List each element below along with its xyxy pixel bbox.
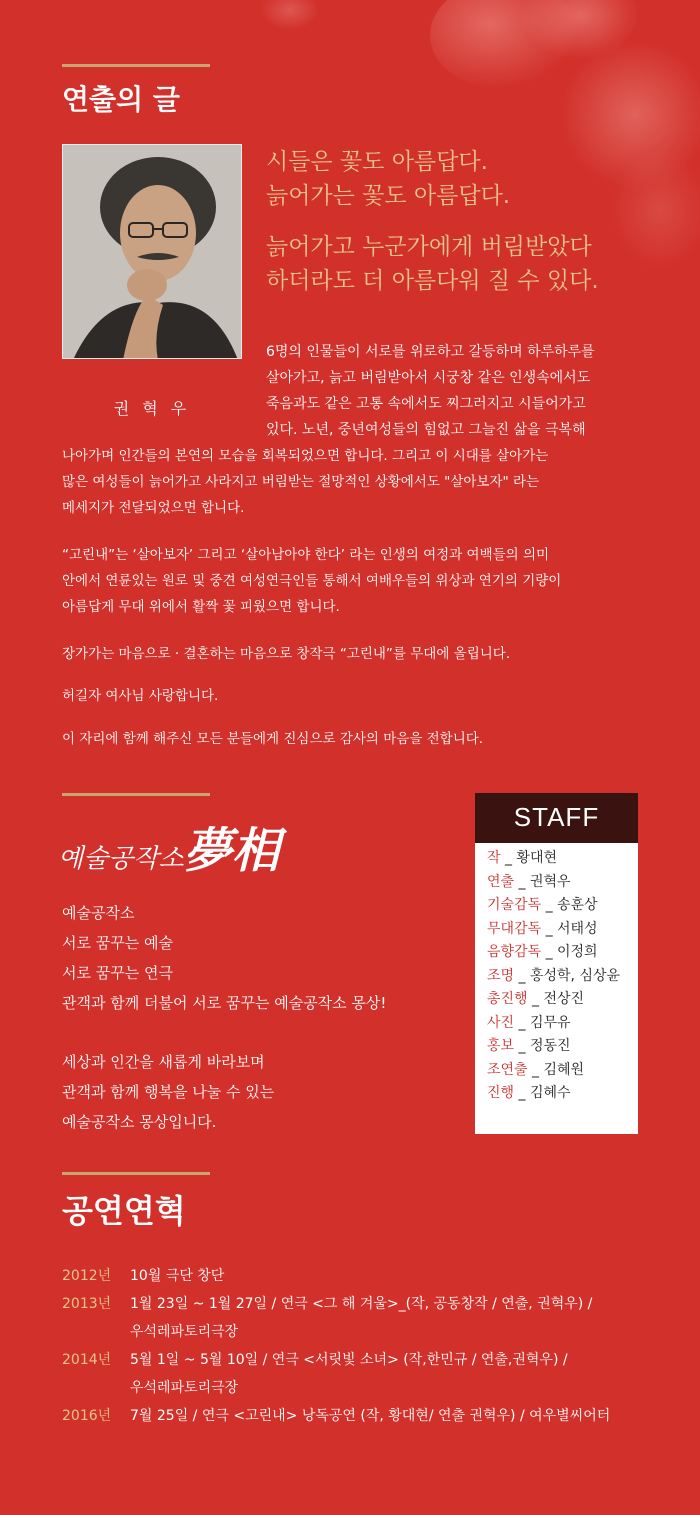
staff-member: _ 이정희 (545, 944, 598, 960)
paragraph-line: 허길자 여사님 사랑합니다. (62, 688, 219, 704)
blossom-decoration (610, 150, 700, 270)
staff-role: 조연출 (487, 1061, 528, 1078)
staff-role: 음향감독 (487, 944, 542, 960)
paragraph-line: 장가가는 마음으로 · 결혼하는 마음으로 창작극 “고린내”를 무대에 올립니다. (62, 646, 511, 662)
intro-line: 예술공작소 몽상입니다. (62, 1113, 217, 1131)
paragraph-line: 6명의 인물들이 서로를 위로하고 갈등하며 하루하루를 (266, 344, 595, 360)
company-logo-text: 예술공작소 (58, 844, 184, 874)
history-row (62, 1374, 682, 1402)
staff-role: 사진 (487, 1014, 515, 1031)
staff-item (487, 1012, 638, 1036)
history-year (62, 1374, 130, 1402)
intro-line: 관객과 함께 행복을 나눌 수 있는 (62, 1083, 275, 1101)
history-row (62, 1262, 682, 1290)
staff-item (487, 1082, 638, 1106)
staff-list (475, 843, 638, 1106)
staff-role: 총진행 (487, 991, 528, 1007)
staff-role: 작 (487, 850, 501, 866)
paragraph-line: 살아가고, 늙고 버림받아서 시궁창 같은 인생속에서도 (266, 370, 591, 386)
staff-role: 무대감독 (487, 920, 542, 937)
staff-member: _ 홍성학, 심상윤 (518, 967, 621, 984)
history-row (62, 1346, 682, 1374)
staff-item (487, 1035, 638, 1059)
staff-member: _ 서태성 (545, 920, 598, 937)
history-year (62, 1318, 130, 1346)
quote-line: 늙어가고 누군가에게 버림받았다 (266, 234, 592, 260)
section-rule (62, 64, 210, 67)
staff-role: 홍보 (487, 1038, 515, 1054)
staff-role: 기술감독 (487, 897, 542, 913)
staff-item (487, 894, 638, 918)
intro-line: 세상과 인간을 새롭게 바라보며 (62, 1053, 265, 1071)
staff-box (475, 793, 638, 1134)
history-row (62, 1318, 682, 1346)
intro-line: 서로 꿈꾸는 예술 (62, 934, 173, 952)
intro-line: 예술공작소 (62, 904, 135, 922)
history-text: 5월 1일 ~ 5월 10일 / 연극 <서릿빛 소녀> (작,한민규 / 연출,권혁우) / (130, 1352, 568, 1368)
quote-line: 늙어가는 꽃도 아름답다. (266, 183, 511, 209)
paragraph-line: 나아가며 인간들의 본연의 모습을 회복되었으면 합니다. 그리고 이 시대를 살아가는 (62, 448, 549, 464)
history-row (62, 1290, 682, 1318)
staff-item (487, 965, 638, 989)
portrait-caption: 권 혁 우 (113, 399, 191, 418)
blossom-decoration (260, 0, 320, 30)
paragraph-line: 안에서 연륜있는 원로 및 중견 여성연극인들 통해서 여배우들의 위상과 연기의 기량이 (62, 573, 562, 589)
history-text: 7월 25일 / 연극 <고린내> 낭독공연 (작, 황대현/ 연출 권혁우) / 여우별씨어터 (130, 1408, 611, 1424)
staff-item (487, 1059, 638, 1083)
staff-item (487, 918, 638, 942)
paragraph-line: 메세지가 전달되었으면 합니다. (62, 500, 245, 516)
history-text: 우석레파토리극장 (130, 1380, 239, 1396)
staff-item (487, 847, 638, 871)
history-list (62, 1262, 682, 1430)
staff-member: _ 황대현 (504, 850, 558, 866)
section-rule (62, 793, 210, 796)
section-rule (62, 1172, 210, 1175)
paragraph-line: 죽음과도 같은 고통 속에서도 찌그러지고 시들어가고 (266, 396, 586, 412)
staff-member: _ 전상진 (532, 991, 585, 1007)
history-text: 우석레파토리극장 (130, 1324, 239, 1340)
director-portrait (62, 144, 242, 359)
staff-member: _ 김혜수 (518, 1085, 571, 1101)
staff-item (487, 941, 638, 965)
paragraph-line: “고린내”는 ‘살아보자’ 그리고 ‘살아남아야 한다’ 라는 인생의 여정과 여백들의 의미 (62, 547, 550, 563)
history-year: 2014년 (62, 1352, 112, 1368)
history-year: 2012년 (62, 1268, 112, 1284)
staff-title: STAFF (475, 793, 638, 843)
history-year: 2016년 (62, 1408, 112, 1424)
history-section-title: 공연연혁 (62, 1192, 186, 1230)
intro-line: 관객과 함께 더불어 서로 꿈꾸는 예술공작소 몽상! (62, 994, 387, 1012)
paragraph-line: 많은 여성들이 늙어가고 사라지고 버림받는 절망적인 상황에서도 "살아보자" 라는 (62, 474, 540, 490)
history-text: 1월 23일 ~ 1월 27일 / 연극 <그 해 겨울>_(작, 공동창작 / 연출, 권혁우) / (130, 1296, 593, 1312)
staff-role: 진행 (487, 1085, 515, 1101)
staff-member: _ 정동진 (518, 1038, 571, 1054)
staff-member: _ 권혁우 (518, 873, 571, 890)
intro-line: 서로 꿈꾸는 연극 (62, 964, 173, 982)
paragraph-line: 아름답게 무대 위에서 활짝 꽃 피웠으면 합니다. (62, 599, 340, 615)
staff-item (487, 871, 638, 895)
director-section-title: 연출의 글 (62, 83, 180, 116)
paragraph-line: 있다. 노년, 중년여성들의 힘없고 그늘진 삶을 극복해 (266, 422, 586, 438)
history-row (62, 1402, 682, 1430)
paragraph-line: 이 자리에 함께 해주신 모든 분들에게 진심으로 감사의 마음을 전합니다. (62, 731, 484, 747)
staff-role: 조명 (487, 967, 515, 984)
staff-item (487, 988, 638, 1012)
history-year: 2013년 (62, 1296, 112, 1312)
staff-member: _ 김혜원 (532, 1061, 585, 1078)
staff-role: 연출 (487, 873, 515, 890)
quote-line: 시들은 꽃도 아름답다. (266, 149, 488, 175)
company-logo-hanja: 夢相 (183, 823, 280, 879)
staff-member: _ 송훈상 (545, 897, 598, 913)
quote-line: 하더라도 더 아름다워 질 수 있다. (266, 268, 599, 294)
staff-member: _ 김무유 (518, 1014, 571, 1031)
company-logo (58, 812, 280, 881)
history-text: 10월 극단 창단 (130, 1268, 225, 1284)
